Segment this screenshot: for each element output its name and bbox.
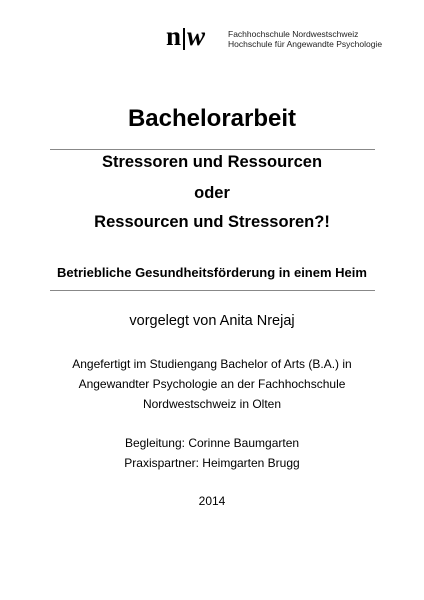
year: 2014 bbox=[198, 494, 226, 508]
subtitle-line-2: oder bbox=[194, 184, 230, 202]
supervision-info bbox=[0, 433, 424, 473]
fhnw-logo-mark bbox=[166, 21, 218, 52]
focus-topic: Betriebliche Gesundheitsförderung in einem Heim bbox=[57, 265, 367, 280]
institution-name bbox=[228, 29, 382, 49]
logo-divider bbox=[183, 28, 185, 50]
description-line-2: Angewandter Psychologie an der Fachhochschule bbox=[78, 377, 346, 391]
institution-logo bbox=[166, 21, 383, 52]
document-title: Bachelorarbeit bbox=[127, 105, 297, 132]
top-divider bbox=[50, 149, 375, 150]
logo-letter-n: n bbox=[166, 21, 182, 51]
advisor-line: Begleitung: Corinne Baumgarten bbox=[124, 436, 300, 450]
description-line-1: Angefertigt im Studiengang Bachelor of Arts (B.A.) in bbox=[72, 357, 352, 371]
subtitle-line-3: Ressourcen und Stressoren?! bbox=[94, 213, 330, 231]
practice-partner-line: Praxispartner: Heimgarten Brugg bbox=[124, 456, 300, 470]
subtitle-line-1: Stressoren und Ressourcen bbox=[101, 153, 323, 171]
bottom-divider bbox=[50, 290, 375, 291]
institution-name-line-1: Fachhochschule Nordwestschweiz bbox=[228, 29, 359, 39]
logo-letter-w: w bbox=[187, 21, 206, 51]
institution-name-line-2: Hochschule für Angewandte Psychologie bbox=[228, 39, 383, 49]
author-line: vorgelegt von Anita Nrejaj bbox=[129, 313, 295, 329]
description-line-3: Nordwestschweiz in Olten bbox=[142, 397, 282, 411]
program-description bbox=[0, 354, 424, 414]
